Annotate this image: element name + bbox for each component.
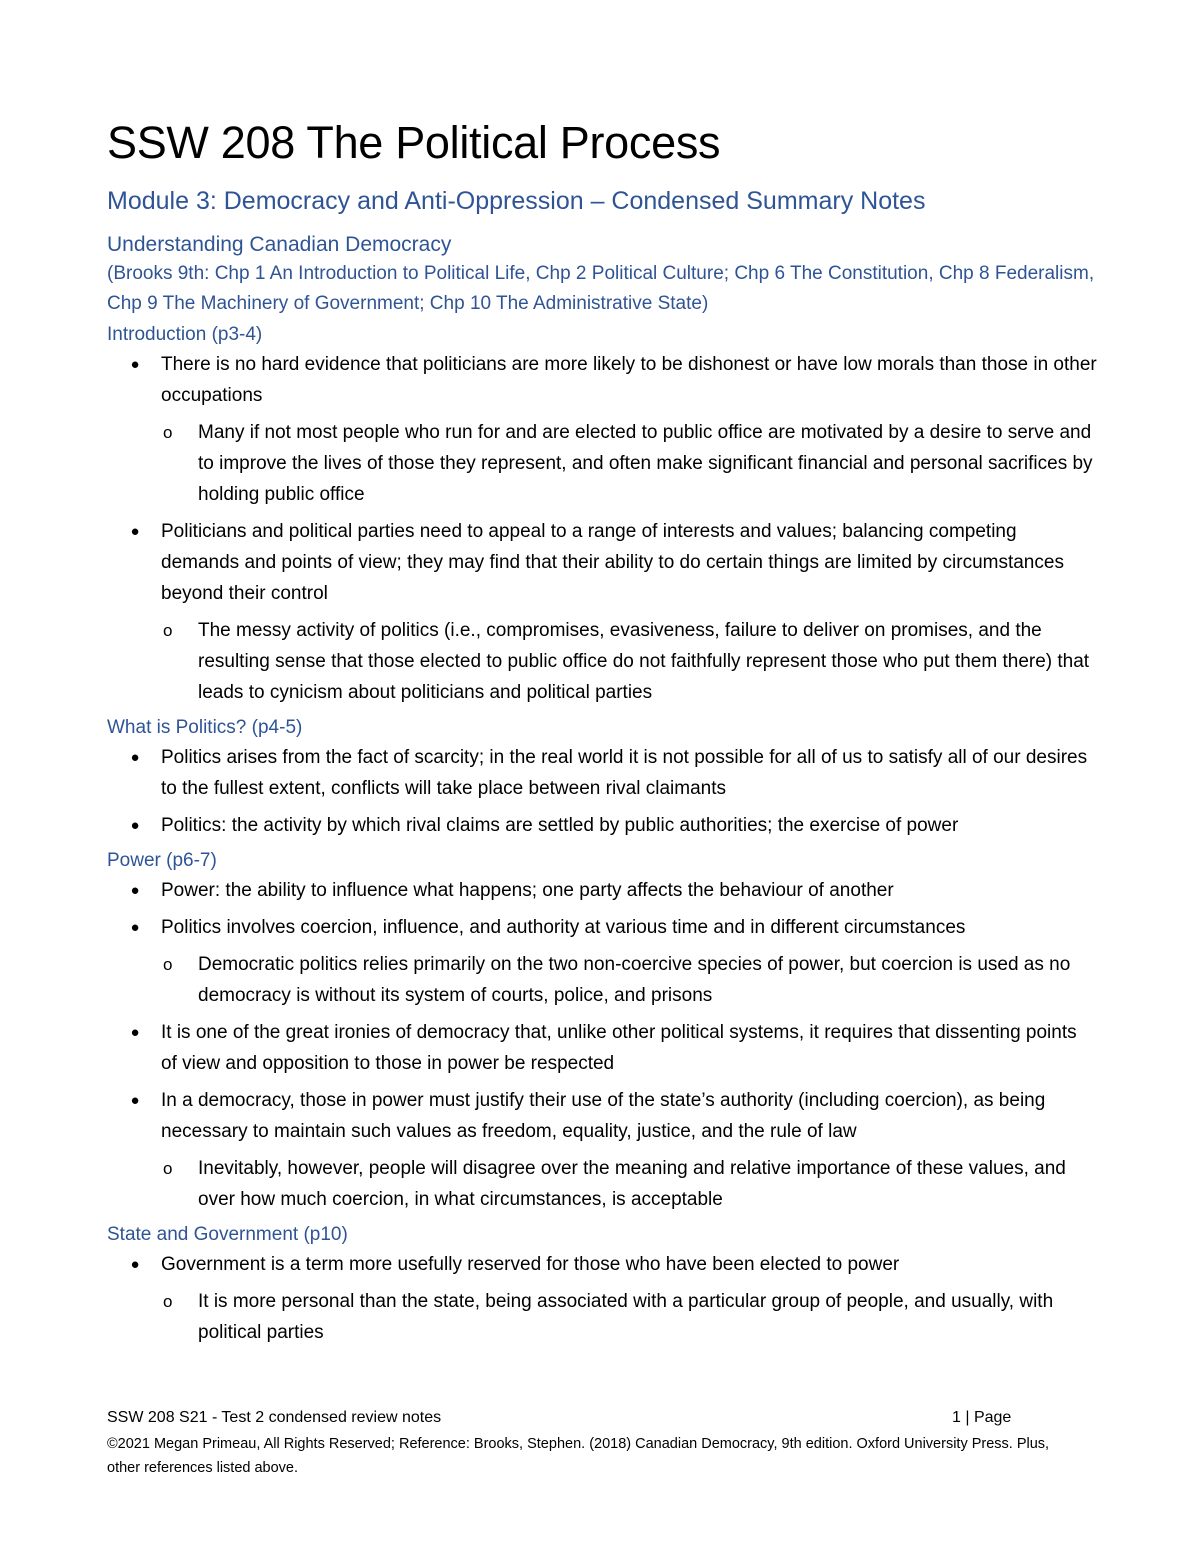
bullet-item bbox=[107, 516, 1097, 708]
sub-bullet-item bbox=[161, 417, 1097, 510]
page-number: 1 bbox=[952, 1409, 961, 1426]
sub-bullet-text: The messy activity of politics (i.e., compromises, evasiveness, failure to deliver on promises, and the resulting sense that those elected to public office do not faithfully represent those who put them there) that leads to cynicism about politicians and political parties bbox=[198, 620, 1090, 703]
sub-bullet-text: It is more personal than the state, being associated with a particular group of people, and usually, with political parties bbox=[198, 1291, 1054, 1343]
bullet-dot-icon: ● bbox=[130, 882, 140, 899]
subsection-heading: Power (p6-7) bbox=[107, 850, 217, 871]
bullet-list bbox=[107, 742, 1097, 841]
bullet-item bbox=[107, 742, 1097, 804]
subsection-heading: Introduction (p3-4) bbox=[107, 324, 263, 345]
sub-bullet-list bbox=[161, 949, 1097, 1011]
bullet-dot-icon: ● bbox=[130, 749, 140, 766]
bullet-text: There is no hard evidence that politicians are more likely to be dishonest or have low morals than those in other occupations bbox=[161, 354, 1097, 406]
bullet-text: Politics: the activity by which rival claims are settled by public authorities; the exercise of power bbox=[161, 815, 959, 836]
footer-header-line bbox=[107, 1406, 1067, 1430]
footer-copyright: ©2021 Megan Primeau, All Rights Reserved; Reference: Brooks, Stephen. (2018) Canadian Democracy, 9th edition. Oxford University Press. Plus, other references listed above. bbox=[107, 1436, 1050, 1476]
bullet-dot-icon: ● bbox=[130, 919, 140, 936]
bullet-list bbox=[107, 875, 1097, 1215]
sub-bullet-text: Many if not most people who run for and are elected to public office are motivated by a desire to serve and to improve the lives of those they represent, and often make significant financial and personal sacrifices by holding public office bbox=[198, 422, 1093, 505]
subsection-heading: What is Politics? (p4-5) bbox=[107, 717, 303, 738]
bullet-item bbox=[107, 1249, 1097, 1348]
bullet-text: It is one of the great ironies of democracy that, unlike other political systems, it requires that dissenting points of view and opposition to those in power be respected bbox=[161, 1022, 1077, 1074]
sub-bullet-list bbox=[161, 615, 1097, 708]
bullet-text: In a democracy, those in power must justify their use of the state’s authority (including coercion), as being necessary to maintain such values as freedom, equality, justice, and the rule of law bbox=[161, 1090, 1046, 1142]
bullet-circle-icon: o bbox=[163, 621, 173, 640]
section-heading: Understanding Canadian Democracy bbox=[107, 233, 452, 256]
sub-bullet-item bbox=[161, 1153, 1097, 1215]
bullet-circle-icon: o bbox=[163, 955, 173, 974]
footer-page-indicator bbox=[952, 1406, 1011, 1430]
bullet-list bbox=[107, 1249, 1097, 1348]
sub-bullet-list bbox=[161, 1153, 1097, 1215]
sub-bullet-text: Inevitably, however, people will disagree over the meaning and relative importance of these values, and over how much coercion, in what circumstances, is acceptable bbox=[198, 1158, 1066, 1210]
sub-bullet-item bbox=[161, 1286, 1097, 1348]
document-subtitle: Module 3: Democracy and Anti-Oppression – Condensed Summary Notes bbox=[107, 187, 926, 215]
bullet-text: Politicians and political parties need to appeal to a range of interests and values; balancing competing demands and points of view; they may find that their ability to do certain things are limited by circumstances beyond their control bbox=[161, 521, 1064, 604]
bullet-circle-icon: o bbox=[163, 1292, 173, 1311]
sub-bullet-text: Democratic politics relies primarily on the two non-coercive species of power, but coercion is used as no democracy is without its system of courts, police, and prisons bbox=[198, 954, 1071, 1006]
bullet-text: Power: the ability to influence what happens; one party affects the behaviour of another bbox=[161, 880, 894, 901]
document-title: SSW 208 The Political Process bbox=[107, 117, 721, 168]
subsection-heading: State and Government (p10) bbox=[107, 1224, 348, 1245]
bullet-item bbox=[107, 1085, 1097, 1215]
notes-sections bbox=[107, 321, 1097, 1348]
bullet-text: Politics arises from the fact of scarcity; in the real world it is not possible for all of us to satisfy all of our desires to the fullest extent, conflicts will take place between rival claimants bbox=[161, 747, 1088, 799]
bullet-item bbox=[107, 875, 1097, 906]
page-footer bbox=[107, 1406, 1067, 1480]
bullet-item bbox=[107, 810, 1097, 841]
bullet-dot-icon: ● bbox=[130, 1092, 140, 1109]
section-reference: (Brooks 9th: Chp 1 An Introduction to Political Life, Chp 2 Political Culture; Chp 6 The Constitution, Chp 8 Federalism, Chp 9 The Machinery of Government; Chp 10 The Administrative State) bbox=[107, 263, 1095, 314]
bullet-list bbox=[107, 349, 1097, 708]
bullet-item bbox=[107, 1017, 1097, 1079]
document-body bbox=[107, 112, 1097, 1354]
sub-bullet-item bbox=[161, 949, 1097, 1011]
bullet-dot-icon: ● bbox=[130, 1024, 140, 1041]
page-separator: | bbox=[960, 1409, 974, 1426]
bullet-dot-icon: ● bbox=[130, 1256, 140, 1273]
bullet-dot-icon: ● bbox=[130, 356, 140, 373]
sub-bullet-list bbox=[161, 1286, 1097, 1348]
footer-course-label: SSW 208 S21 - Test 2 condensed review notes bbox=[107, 1409, 442, 1426]
page-label: Page bbox=[973, 1409, 1012, 1426]
sub-bullet-item bbox=[161, 615, 1097, 708]
bullet-text: Government is a term more usefully reserved for those who have been elected to power bbox=[161, 1254, 900, 1275]
bullet-dot-icon: ● bbox=[130, 817, 140, 834]
bullet-circle-icon: o bbox=[163, 1159, 173, 1178]
bullet-dot-icon: ● bbox=[130, 523, 140, 540]
bullet-circle-icon: o bbox=[163, 423, 173, 442]
sub-bullet-list bbox=[161, 417, 1097, 510]
bullet-item bbox=[107, 349, 1097, 510]
bullet-text: Politics involves coercion, influence, and authority at various time and in different circumstances bbox=[161, 917, 966, 938]
bullet-item bbox=[107, 912, 1097, 1011]
